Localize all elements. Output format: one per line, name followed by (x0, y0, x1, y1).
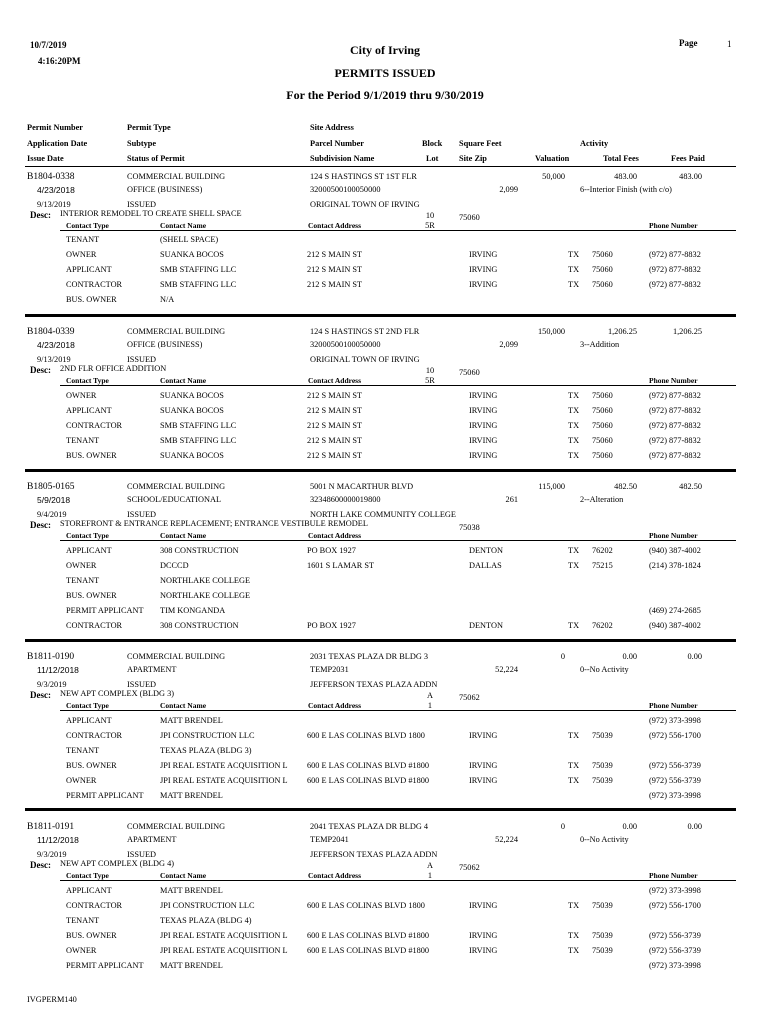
application-date: 4/23/2018 (37, 185, 75, 195)
contact-type: OWNER (66, 561, 97, 570)
contact-type: OWNER (66, 391, 97, 400)
desc-label: Desc: (30, 365, 51, 375)
contact-name-header: Contact Name (160, 871, 207, 880)
contact-address-header: Contact Address (308, 376, 361, 385)
contact-type: APPLICANT (66, 716, 112, 725)
contact-state: TX (568, 250, 580, 259)
contact-type: APPLICANT (66, 406, 112, 415)
desc-label: Desc: (30, 690, 51, 700)
contact-city: DENTON (469, 546, 503, 555)
contact-city: IRVING (469, 731, 498, 740)
phone-header: Phone Number (649, 701, 698, 710)
contact-type: BUS. OWNER (66, 761, 117, 770)
block: 10 (425, 366, 435, 375)
total-fees: 1,206.25 (607, 327, 637, 336)
activity: 0--No Activity (580, 835, 629, 844)
contact-type: CONTRACTOR (66, 621, 123, 630)
col-block: Block (422, 139, 443, 148)
issue-date: 9/4/2019 (37, 510, 67, 519)
contact-address: 600 E LAS COLINAS BLVD 1800 (307, 901, 425, 910)
contact-type: CONTRACTOR (66, 421, 123, 430)
contact-zip: 76202 (592, 621, 613, 630)
valuation: 115,000 (538, 482, 565, 491)
site-zip: 75038 (459, 523, 480, 532)
desc-label: Desc: (30, 520, 51, 530)
header-divider (25, 166, 736, 167)
contact-header-divider (60, 880, 736, 881)
activity: 2--Alteration (580, 495, 624, 504)
contact-address: 212 S MAIN ST (307, 451, 363, 460)
contact-type: CONTRACTOR (66, 901, 123, 910)
activity: 3--Addition (580, 340, 620, 349)
description: NEW APT COMPLEX (BLDG 3) (60, 689, 175, 698)
contact-type: PERMIT APPLICANT (66, 791, 144, 800)
contact-name-header: Contact Name (160, 531, 207, 540)
contact-name-header: Contact Name (160, 221, 207, 230)
contact-phone: (940) 387-4002 (649, 621, 701, 630)
permit-separator (25, 639, 736, 642)
contact-address: 600 E LAS COLINAS BLVD 1800 (307, 731, 425, 740)
contact-address: 212 S MAIN ST (307, 250, 363, 259)
subdivision-name: JEFFERSON TEXAS PLAZA ADDN (310, 850, 438, 859)
contact-address: 212 S MAIN ST (307, 265, 363, 274)
contact-phone: (972) 556-1700 (649, 901, 701, 910)
application-date: 5/9/2018 (37, 495, 71, 505)
contact-zip: 75060 (592, 406, 613, 415)
contact-city: IRVING (469, 901, 498, 910)
block: 10 (425, 211, 435, 220)
contact-name: MATT BRENDEL (160, 791, 223, 800)
contact-zip: 75060 (592, 265, 613, 274)
contact-state: TX (568, 621, 580, 630)
contact-address: 600 E LAS COLINAS BLVD #1800 (307, 761, 430, 770)
lot: 1 (427, 871, 433, 880)
contact-header-divider (60, 710, 736, 711)
contact-phone: (972) 373-3998 (649, 716, 701, 725)
contact-type: BUS. OWNER (66, 451, 117, 460)
site-address: 2041 TEXAS PLAZA DR BLDG 4 (310, 822, 429, 831)
contact-name: SUANKA BOCOS (160, 406, 224, 415)
contact-address-header: Contact Address (308, 531, 361, 540)
contact-zip: 75039 (592, 761, 613, 770)
contact-address: 600 E LAS COLINAS BLVD #1800 (307, 931, 430, 940)
contact-address: 212 S MAIN ST (307, 421, 363, 430)
contact-address: 212 S MAIN ST (307, 406, 363, 415)
site-zip: 75060 (459, 213, 480, 222)
contact-address-header: Contact Address (308, 221, 361, 230)
contact-state: TX (568, 406, 580, 415)
contact-name: MATT BRENDEL (160, 716, 223, 725)
contact-zip: 75039 (592, 946, 613, 955)
col-permit-type: Permit Type (127, 123, 171, 132)
col-valuation: Valuation (535, 154, 570, 163)
contact-name: SMB STAFFING LLC (160, 265, 237, 274)
contact-name: SUANKA BOCOS (160, 391, 224, 400)
permit-number: B1811-0191 (27, 822, 75, 832)
contact-state: TX (568, 761, 580, 770)
contact-zip: 75060 (592, 436, 613, 445)
contact-address: PO BOX 1927 (307, 546, 356, 555)
contact-name-header: Contact Name (160, 376, 207, 385)
contact-name: DCCCD (160, 561, 189, 570)
contact-city: IRVING (469, 421, 498, 430)
contact-name: 308 CONSTRUCTION (160, 621, 239, 630)
contact-type: BUS. OWNER (66, 931, 117, 940)
fees-paid: 483.00 (679, 172, 702, 181)
col-site-address: Site Address (310, 123, 354, 132)
subdivision-name: ORIGINAL TOWN OF IRVING (310, 355, 420, 364)
contact-city: IRVING (469, 436, 498, 445)
col-issue-date: Issue Date (27, 154, 64, 163)
application-date: 11/12/2018 (37, 835, 79, 845)
fees-paid: 0.00 (687, 652, 702, 661)
contact-type-header: Contact Type (66, 531, 109, 540)
issue-date: 9/3/2019 (37, 680, 67, 689)
subdivision-name: JEFFERSON TEXAS PLAZA ADDN (310, 680, 438, 689)
total-fees: 483.00 (614, 172, 637, 181)
site-address: 124 S HASTINGS ST 2ND FLR (310, 327, 420, 336)
contact-city: DENTON (469, 621, 503, 630)
contact-city: IRVING (469, 931, 498, 940)
square-feet: 52,224 (495, 665, 518, 674)
contact-phone: (972) 556-1700 (649, 731, 701, 740)
lot: 5R (425, 376, 435, 385)
contact-name: SMB STAFFING LLC (160, 280, 237, 289)
contact-type: TENANT (66, 746, 100, 755)
contact-name: TEXAS PLAZA (BLDG 3) (160, 746, 252, 755)
contact-name: MATT BRENDEL (160, 886, 223, 895)
site-address: 5001 N MACARTHUR BLVD (310, 482, 414, 491)
contact-zip: 75060 (592, 391, 613, 400)
permit-separator (25, 469, 736, 472)
contact-city: IRVING (469, 406, 498, 415)
contact-type: BUS. OWNER (66, 295, 117, 304)
contact-address-header: Contact Address (308, 701, 361, 710)
issue-date: 9/13/2019 (37, 200, 71, 209)
contact-type: OWNER (66, 946, 97, 955)
contact-state: TX (568, 265, 580, 274)
contact-name: SMB STAFFING LLC (160, 436, 237, 445)
permit-status: ISSUED (127, 680, 157, 689)
page-title: PERMITS ISSUED (334, 66, 436, 80)
block: A (427, 861, 433, 870)
col-fees-paid: Fees Paid (671, 154, 705, 163)
permit-number: B1804-0338 (27, 172, 75, 182)
contact-phone: (972) 877-8832 (649, 280, 701, 289)
contact-type-header: Contact Type (66, 871, 109, 880)
contact-name: JPI CONSTRUCTION LLC (160, 901, 255, 910)
contact-phone: (469) 274-2685 (649, 606, 701, 615)
contact-type-header: Contact Type (66, 701, 109, 710)
contact-type: CONTRACTOR (66, 731, 123, 740)
contact-phone: (972) 373-3998 (649, 886, 701, 895)
valuation: 50,000 (542, 172, 565, 181)
contact-zip: 75060 (592, 250, 613, 259)
contact-zip: 75039 (592, 776, 613, 785)
application-date: 11/12/2018 (37, 665, 79, 675)
contact-state: TX (568, 731, 580, 740)
permit-number: B1804-0339 (27, 327, 75, 337)
contact-state: TX (568, 561, 580, 570)
contact-name: JPI REAL ESTATE ACQUISITION L (160, 931, 288, 940)
contact-address: 212 S MAIN ST (307, 391, 363, 400)
square-feet: 2,099 (499, 340, 518, 349)
parcel-number: 32000500100050000 (310, 185, 381, 194)
parcel-number: TEMP2031 (310, 665, 349, 674)
lot: 5R (425, 221, 435, 230)
subtype: SCHOOL/EDUCATIONAL (127, 495, 222, 504)
site-zip: 75060 (459, 368, 480, 377)
contact-city: IRVING (469, 265, 498, 274)
contact-type: OWNER (66, 250, 97, 259)
contact-address: PO BOX 1927 (307, 621, 356, 630)
permit-status: ISSUED (127, 200, 157, 209)
contact-type: OWNER (66, 776, 97, 785)
col-lot: Lot (426, 154, 439, 163)
contact-phone: (972) 373-3998 (649, 961, 701, 970)
contact-type: TENANT (66, 235, 100, 244)
contact-city: IRVING (469, 250, 498, 259)
contact-type-header: Contact Type (66, 221, 109, 230)
contact-zip: 75060 (592, 421, 613, 430)
application-date: 4/23/2018 (37, 340, 75, 350)
col-permit-number: Permit Number (27, 123, 83, 132)
col-subdivision: Subdivision Name (310, 154, 375, 163)
contact-type: BUS. OWNER (66, 591, 117, 600)
contact-name: JPI REAL ESTATE ACQUISITION L (160, 776, 288, 785)
contact-name: 308 CONSTRUCTION (160, 546, 239, 555)
permit-type: COMMERCIAL BUILDING (127, 327, 226, 336)
permit-status: ISSUED (127, 355, 157, 364)
permit-status: ISSUED (127, 510, 157, 519)
contact-name: (SHELL SPACE) (160, 235, 219, 244)
report-code: IVGPERM140 (27, 995, 77, 1004)
col-activity: Activity (580, 139, 609, 148)
permit-type: COMMERCIAL BUILDING (127, 822, 226, 831)
contact-city: IRVING (469, 946, 498, 955)
contact-state: TX (568, 931, 580, 940)
contact-name: SUANKA BOCOS (160, 250, 224, 259)
contact-address-header: Contact Address (308, 871, 361, 880)
contact-name-header: Contact Name (160, 701, 207, 710)
lot: 1 (427, 701, 433, 710)
permit-status: ISSUED (127, 850, 157, 859)
col-application-date: Application Date (27, 139, 88, 148)
contact-phone: (972) 877-8832 (649, 451, 701, 460)
contact-phone: (940) 387-4002 (649, 546, 701, 555)
contact-city: IRVING (469, 280, 498, 289)
phone-header: Phone Number (649, 871, 698, 880)
contact-phone: (972) 556-3739 (649, 776, 701, 785)
contact-type: CONTRACTOR (66, 280, 123, 289)
contact-type: APPLICANT (66, 886, 112, 895)
block: A (427, 691, 433, 700)
subtype: APARTMENT (127, 665, 177, 674)
contact-phone: (214) 378-1824 (649, 561, 701, 570)
description: 2ND FLR OFFICE ADDITION (60, 364, 167, 373)
contact-address: 600 E LAS COLINAS BLVD #1800 (307, 946, 430, 955)
site-zip: 75062 (459, 863, 480, 872)
desc-label: Desc: (30, 210, 51, 220)
description: NEW APT COMPLEX (BLDG 4) (60, 859, 175, 868)
contact-state: TX (568, 391, 580, 400)
issue-date: 9/13/2019 (37, 355, 71, 364)
fees-paid: 0.00 (687, 822, 702, 831)
col-subtype: Subtype (127, 139, 157, 148)
description: STOREFRONT & ENTRANCE REPLACEMENT; ENTRANCE VESTIBULE REMODEL (60, 519, 368, 528)
contact-phone: (972) 877-8832 (649, 250, 701, 259)
issue-date: 9/3/2019 (37, 850, 67, 859)
contact-type-header: Contact Type (66, 376, 109, 385)
contact-name: TEXAS PLAZA (BLDG 4) (160, 916, 252, 925)
contact-state: TX (568, 901, 580, 910)
activity: 0--No Activity (580, 665, 629, 674)
parcel-number: TEMP2041 (310, 835, 349, 844)
activity: 6--Interior Finish (with c/o) (580, 185, 672, 194)
contact-type: PERMIT APPLICANT (66, 961, 144, 970)
subtype: APARTMENT (127, 835, 177, 844)
contact-phone: (972) 877-8832 (649, 406, 701, 415)
contact-address: 1601 S LAMAR ST (307, 561, 375, 570)
contact-state: TX (568, 451, 580, 460)
contact-zip: 75060 (592, 451, 613, 460)
permit-type: COMMERCIAL BUILDING (127, 172, 226, 181)
contact-state: TX (568, 436, 580, 445)
contact-name: NORTHLAKE COLLEGE (160, 576, 251, 585)
total-fees: 0.00 (622, 822, 637, 831)
subtype: OFFICE (BUSINESS) (127, 185, 203, 194)
col-site-zip: Site Zip (459, 154, 487, 163)
contact-type: APPLICANT (66, 265, 112, 274)
contact-name: JPI CONSTRUCTION LLC (160, 731, 255, 740)
contact-state: TX (568, 946, 580, 955)
page-label: Page (679, 38, 698, 48)
phone-header: Phone Number (649, 376, 698, 385)
parcel-number: 32000500100050000 (310, 340, 381, 349)
contact-name: SMB STAFFING LLC (160, 421, 237, 430)
total-fees: 482.50 (614, 482, 637, 491)
contact-type: APPLICANT (66, 546, 112, 555)
col-status: Status of Permit (127, 154, 185, 163)
contact-type: PERMIT APPLICANT (66, 606, 144, 615)
contact-header-divider (60, 230, 736, 231)
description: INTERIOR REMODEL TO CREATE SHELL SPACE (60, 209, 242, 218)
contact-zip: 76202 (592, 546, 613, 555)
contact-phone: (972) 877-8832 (649, 391, 701, 400)
subtype: OFFICE (BUSINESS) (127, 340, 203, 349)
page-number: 1 (727, 39, 732, 49)
subdivision-name: ORIGINAL TOWN OF IRVING (310, 200, 420, 209)
square-feet: 261 (505, 495, 518, 504)
contact-city: DALLAS (469, 561, 502, 570)
contact-address: 212 S MAIN ST (307, 280, 363, 289)
contact-header-divider (60, 540, 736, 541)
phone-header: Phone Number (649, 221, 698, 230)
report-time: 4:16:20PM (38, 56, 81, 66)
col-parcel-number: Parcel Number (310, 139, 364, 148)
contact-type: TENANT (66, 576, 100, 585)
contact-phone: (972) 877-8832 (649, 436, 701, 445)
square-feet: 52,224 (495, 835, 518, 844)
col-square-feet: Square Feet (459, 139, 502, 148)
square-feet: 2,099 (499, 185, 518, 194)
contact-state: TX (568, 776, 580, 785)
contact-name: MATT BRENDEL (160, 961, 223, 970)
contact-phone: (972) 877-8832 (649, 421, 701, 430)
contact-name: JPI REAL ESTATE ACQUISITION L (160, 761, 288, 770)
contact-type: TENANT (66, 916, 100, 925)
contact-name: TIM KONGANDA (160, 606, 226, 615)
contact-name: JPI REAL ESTATE ACQUISITION L (160, 946, 288, 955)
contact-header-divider (60, 385, 736, 386)
contact-type: TENANT (66, 436, 100, 445)
site-address: 2031 TEXAS PLAZA DR BLDG 3 (310, 652, 429, 661)
permit-separator (25, 314, 736, 317)
contact-zip: 75039 (592, 931, 613, 940)
contact-state: TX (568, 546, 580, 555)
phone-header: Phone Number (649, 531, 698, 540)
contact-zip: 75039 (592, 731, 613, 740)
contact-city: IRVING (469, 776, 498, 785)
desc-label: Desc: (30, 860, 51, 870)
contact-state: TX (568, 280, 580, 289)
contact-city: IRVING (469, 761, 498, 770)
permit-number: B1805-0165 (27, 482, 75, 492)
report-date: 10/7/2019 (30, 40, 67, 50)
site-zip: 75062 (459, 693, 480, 702)
contact-zip: 75060 (592, 280, 613, 289)
total-fees: 0.00 (622, 652, 637, 661)
fees-paid: 1,206.25 (672, 327, 702, 336)
contact-address: 212 S MAIN ST (307, 436, 363, 445)
contact-phone: (972) 373-3998 (649, 791, 701, 800)
contact-phone: (972) 556-3739 (649, 931, 701, 940)
permit-type: COMMERCIAL BUILDING (127, 482, 226, 491)
permit-number: B1811-0190 (27, 652, 75, 662)
valuation: 150,000 (538, 327, 565, 336)
contact-city: IRVING (469, 451, 498, 460)
contact-name: SUANKA BOCOS (160, 451, 224, 460)
permit-type: COMMERCIAL BUILDING (127, 652, 226, 661)
fees-paid: 482.50 (679, 482, 702, 491)
report-period: For the Period 9/1/2019 thru 9/30/2019 (286, 88, 484, 102)
contact-zip: 75215 (592, 561, 613, 570)
contact-city: IRVING (469, 391, 498, 400)
site-address: 124 S HASTINGS ST 1ST FLR (310, 172, 417, 181)
contact-zip: 75039 (592, 901, 613, 910)
valuation: 0 (560, 652, 565, 661)
contact-phone: (972) 556-3739 (649, 946, 701, 955)
parcel-number: 32348600000019800 (310, 495, 381, 504)
contact-phone: (972) 556-3739 (649, 761, 701, 770)
subdivision-name: NORTH LAKE COMMUNITY COLLEGE (310, 510, 456, 519)
contact-phone: (972) 877-8832 (649, 265, 701, 274)
col-total-fees: Total Fees (603, 154, 639, 163)
permit-separator (25, 808, 736, 811)
valuation: 0 (560, 822, 565, 831)
contact-name: NORTHLAKE COLLEGE (160, 591, 251, 600)
contact-address: 600 E LAS COLINAS BLVD #1800 (307, 776, 430, 785)
contact-name: N/A (160, 295, 175, 304)
city-name: City of Irving (350, 43, 420, 57)
contact-state: TX (568, 421, 580, 430)
